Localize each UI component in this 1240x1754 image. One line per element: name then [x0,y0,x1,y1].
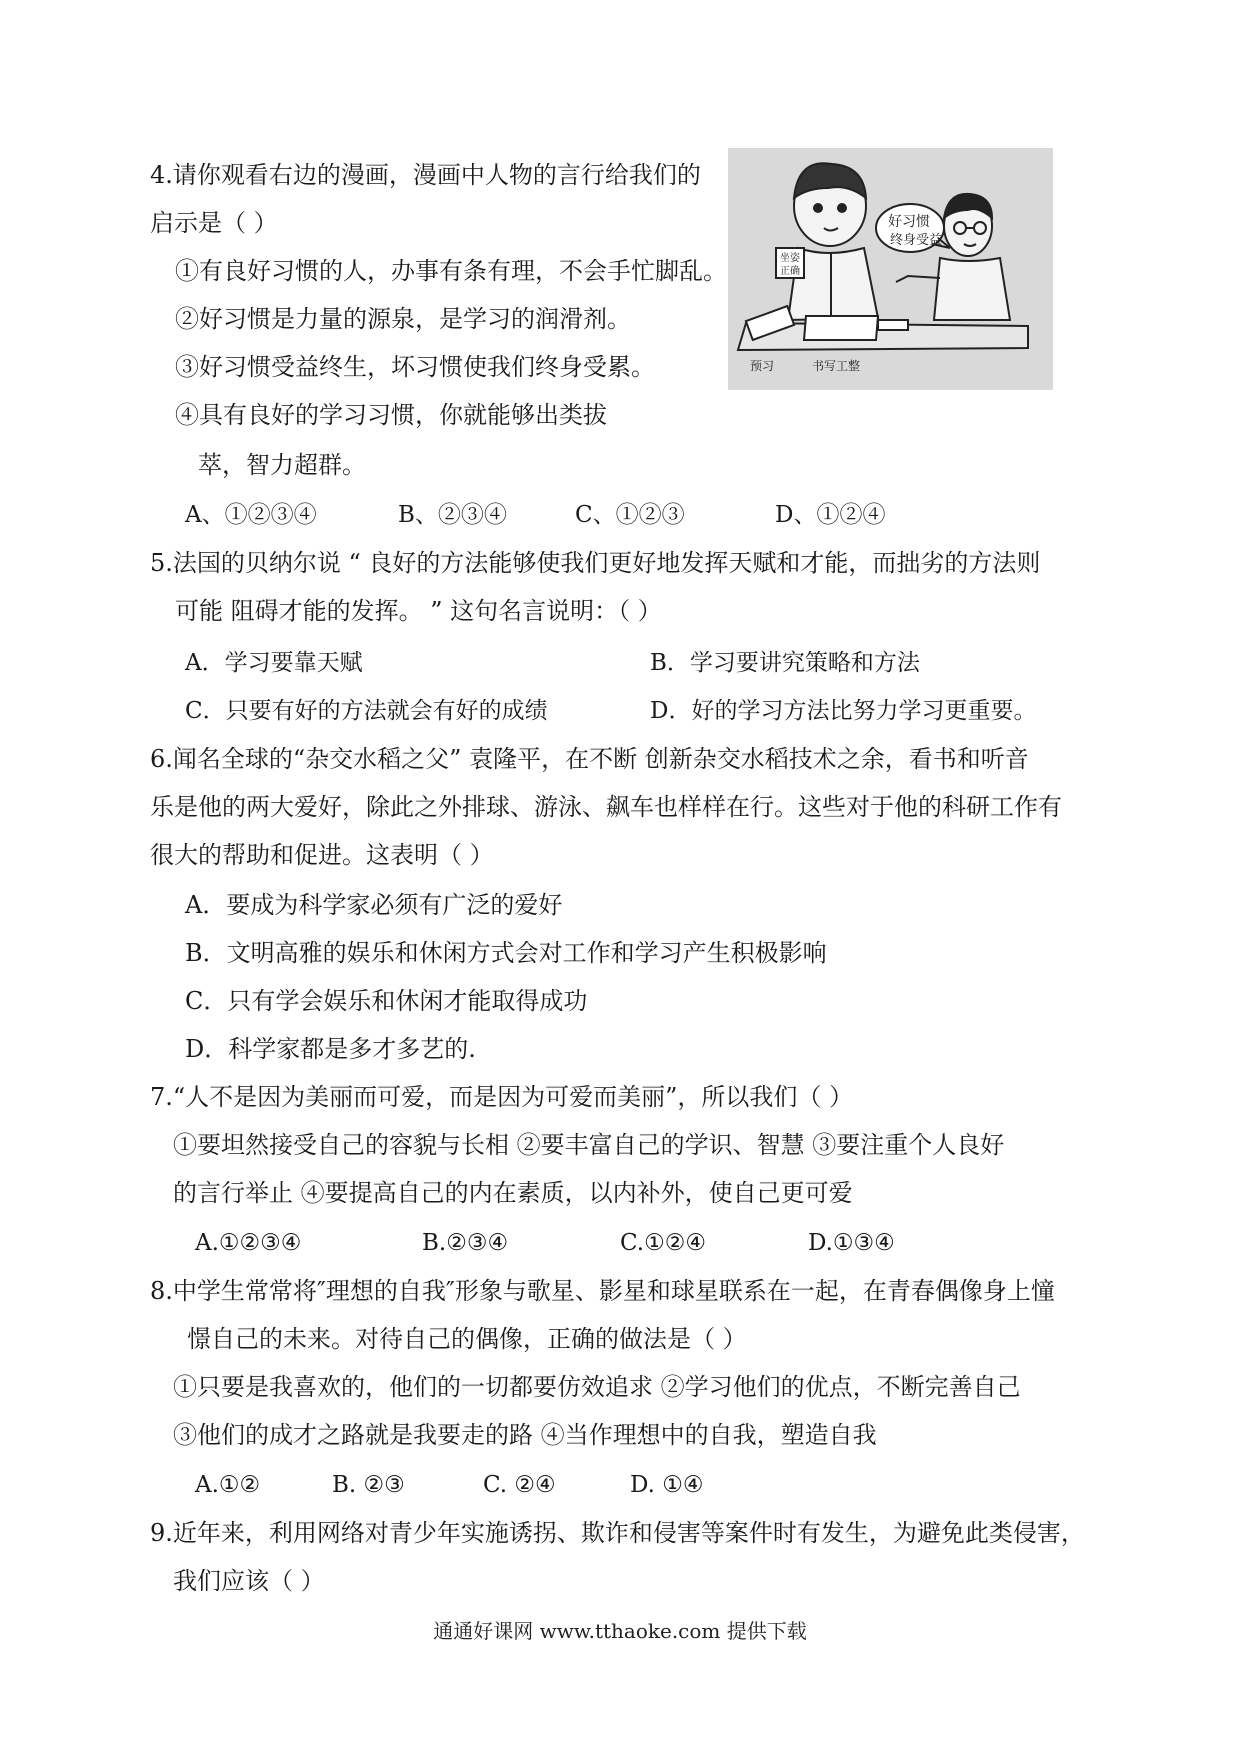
q5-option-b: B．学习要讲究策略和方法 [650,650,920,676]
q7-option-c: C.①②④ [620,1230,706,1256]
q7-line2: ①要坦然接受自己的容貌与长相 ②要丰富自己的学识、智慧 ③要注重个人良好 [173,1131,1005,1159]
comic-sign-line2: 正确 [780,266,800,277]
q4-statement-4a: ④具有良好的学习习惯，你就能够出类拔 [175,401,607,429]
q7-option-d: D.①③④ [808,1230,895,1256]
comic-sign-line1: 坐姿 [780,253,800,264]
q8-option-c: C. ②④ [483,1472,556,1498]
q6-option-b: B．文明高雅的娱乐和休闲方式会对工作和学习产生积极影响 [185,939,827,967]
q4-statement-4b: 萃，智力超群。 [198,451,366,479]
q6-line2: 乐是他的两大爱好，除此之外排球、游泳、飙车也样样在行。这些对于他的科研工作有 [150,793,1062,821]
q8-option-b: B. ②③ [332,1472,405,1498]
q6-option-a: A．要成为科学家必须有广泛的爱好 [185,891,563,919]
q4-option-c: C、①②③ [575,502,685,528]
q6-option-d: D．科学家都是多才多艺的. [185,1035,476,1063]
q4-statement-3: ③好习惯受益终生，坏习惯使我们终身受累。 [175,353,655,381]
q4-stem-line1: 4.请你观看右边的漫画，漫画中人物的言行给我们的 [150,161,701,189]
comic-speech-line1: 好习惯 [888,214,930,230]
q7-line1: 7.“人不是因为美丽而可爱，而是因为可爱而美丽”，所以我们（ ） [150,1083,854,1111]
q4-stem-line2: 启示是（ ） [150,209,278,237]
q6-option-c: C．只有学会娱乐和休闲才能取得成功 [185,987,588,1015]
q8-options [0,1470,1240,1500]
q5-line2: 可能 阻碍才能的发挥。 ” 这句名言说明：（ ） [175,597,662,625]
page-footer: 通通好课网 www.tthaoke.com 提供下载 [433,1619,807,1643]
q5-options-row2 [0,696,1240,726]
comic-book1-label: 预习 [750,359,775,373]
q8-line2: 憬自己的未来。对待自己的偶像，正确的做法是（ ） [187,1325,747,1353]
q4-statement-2: ②好习惯是力量的源泉，是学习的润滑剂。 [175,305,631,333]
q8-option-a: A.①② [195,1472,261,1498]
q5-line1: 5.法国的贝纳尔说 “ 良好的方法能够使我们更好地发挥天赋和才能，而拙劣的方法则 [150,549,1041,577]
q4-options [0,500,1240,530]
comic-speech-line2: 终身受益 [890,233,943,248]
q5-option-a: A．学习要靠天赋 [185,650,363,676]
q8-option-d: D. ①④ [630,1472,704,1498]
q8-line3: ①只要是我喜欢的，他们的一切都要仿效追求 ②学习他们的优点，不断完善自己 [173,1373,1021,1401]
q5-option-d: D．好的学习方法比努力学习更重要。 [650,698,1037,724]
q7-options [0,1228,1240,1258]
q6-line1: 6.闻名全球的“杂交水稻之父” 袁隆平，在不断 创新杂交水稻技术之余，看书和听音 [150,745,1029,773]
q9-line2: 我们应该（ ） [173,1567,325,1595]
q6-line3: 很大的帮助和促进。这表明（ ） [150,841,494,869]
q8-line1: 8.中学生常常将″理想的自我″形象与歌星、影星和球星联系在一起，在青春偶像身上憧 [150,1277,1055,1305]
comic-book2-label: 书写工整 [812,359,861,373]
q4-statement-1: ①有良好习惯的人，办事有条有理，不会手忙脚乱。 [175,257,727,285]
q8-line4: ③他们的成才之路就是我要走的路 ④当作理想中的自我，塑造自我 [173,1421,877,1449]
q5-options-row1 [0,648,1240,678]
q4-option-a: A、①②③④ [185,502,317,528]
q7-option-a: A.①②③④ [195,1230,302,1256]
q4-option-b: B、②③④ [398,502,507,528]
q5-option-c: C．只要有好的方法就会有好的成绩 [185,698,548,724]
q9-line1: 9.近年来，利用网络对青少年实施诱拐、欺诈和侵害等案件时有发生，为避免此类侵害， [150,1519,1085,1547]
q7-line3: 的言行举止 ④要提高自己的内在素质，以内补外，使自己更可爱 [173,1179,853,1207]
q4-option-d: D、①②④ [775,502,886,528]
q7-option-b: B.②③④ [422,1230,509,1256]
comic-illustration [728,148,1053,390]
